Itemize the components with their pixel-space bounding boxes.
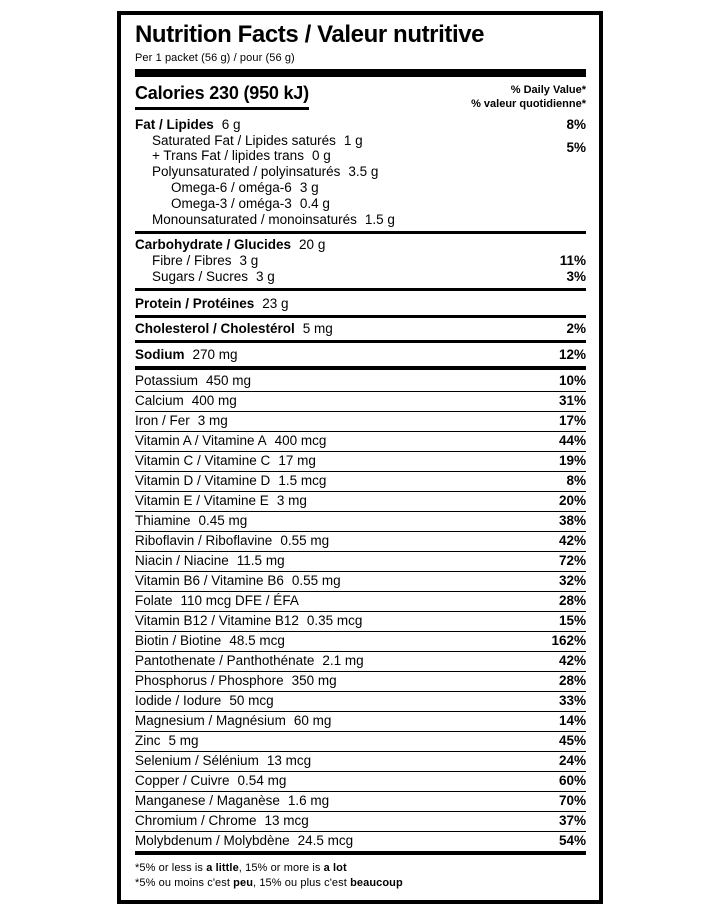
- footnote-en: *5% or less is a little, 15% or more is a lot: [135, 861, 347, 874]
- nutrient-name: Fibre / Fibres 3 g: [152, 253, 259, 269]
- nutrient-row: [135, 211, 586, 234]
- nutrient-amount: 13 mcg: [264, 812, 309, 828]
- nutrient-amount: 1.5 g: [364, 211, 395, 227]
- daily-value-percent: 12%: [558, 346, 586, 362]
- daily-value-header-fr: % valeur quotidienne*: [471, 98, 586, 111]
- daily-value-percent: 8%: [566, 472, 586, 488]
- nutrient-name: Polyunsaturated / polyinsaturés 3.5 g: [152, 163, 379, 179]
- nutrient-name: Folate 110 mcg DFE / ÉFA: [135, 592, 299, 608]
- nutrient-amount: 0.45 mg: [198, 512, 248, 528]
- nutrient-amount: 60 mg: [293, 712, 332, 728]
- nutrient-name: Biotin / Biotine 48.5 mcg: [135, 632, 285, 648]
- nutrient-row: [135, 237, 586, 253]
- nutrient-name: Potassium 450 mg: [135, 372, 252, 388]
- daily-value-percent: 60%: [558, 772, 586, 788]
- nutrient-amount: 2.1 mg: [322, 652, 364, 668]
- daily-value-percent: 32%: [558, 572, 586, 588]
- nutrient-amount: 270 mg: [192, 346, 238, 362]
- nutrient-row: [135, 532, 586, 552]
- nutrient-name: Selenium / Sélénium 13 mcg: [135, 752, 312, 768]
- nutrient-row: [135, 752, 586, 772]
- daily-value-percent: 42%: [558, 532, 586, 548]
- daily-value-percent: 14%: [558, 712, 586, 728]
- nutrient-amount: 24.5 mcg: [297, 832, 354, 848]
- nutrient-name: Monounsaturated / monoinsaturés 1.5 g: [152, 211, 395, 227]
- nutrient-amount: 20 g: [299, 237, 326, 253]
- nutrient-row: [135, 320, 586, 344]
- nutrient-name: Vitamin D / Vitamine D 1.5 mcg: [135, 472, 327, 488]
- nutrient-row: [135, 392, 586, 412]
- daily-value-percent: 37%: [558, 812, 586, 828]
- nutrient-name: Phosphorus / Phosphore 350 mg: [135, 672, 337, 688]
- nutrient-amount: 48.5 mcg: [229, 632, 285, 648]
- nutrient-name: Omega-3 / oméga-3 0.4 g: [171, 195, 330, 211]
- nutrient-row: [135, 632, 586, 652]
- nutrient-row: [135, 792, 586, 812]
- daily-value-percent: 72%: [558, 552, 586, 568]
- nutrient-name: Zinc 5 mg: [135, 732, 199, 748]
- nutrient-amount: 5 mg: [168, 732, 199, 748]
- nutrient-name: Riboflavin / Riboflavine 0.55 mg: [135, 532, 330, 548]
- nutrient-amount: 5 mg: [302, 321, 333, 337]
- nutrient-amount: 0.55 mg: [291, 572, 341, 588]
- daily-value-percent: 31%: [558, 392, 586, 408]
- nutrient-name: Iodide / Iodure 50 mcg: [135, 692, 274, 708]
- nutrient-name: Vitamin E / Vitamine E 3 mg: [135, 492, 307, 508]
- nutrient-amount: 1 g: [343, 132, 363, 148]
- nutrient-name: Vitamin A / Vitamine A 400 mcg: [135, 432, 327, 448]
- nutrient-amount: 3 mg: [197, 412, 228, 428]
- nutrient-row: [135, 294, 586, 318]
- nutrient-row: [135, 253, 586, 269]
- nutrient-amount: 23 g: [262, 295, 289, 311]
- nutrient-amount: 0.55 mg: [280, 532, 330, 548]
- nutrient-row: [135, 472, 586, 492]
- nutrient-name: Omega-6 / oméga-6 3 g: [171, 179, 319, 195]
- nutrient-row: [135, 672, 586, 692]
- nutrient-amount: 1.5 mcg: [278, 472, 327, 488]
- nutrient-amount: 13 mcg: [266, 752, 312, 768]
- nutrient-amount: 3 g: [299, 179, 319, 195]
- daily-value-percent: 28%: [558, 592, 586, 608]
- nutrient-amount: 11.5 mg: [236, 552, 285, 568]
- nutrient-amount: 0 g: [311, 147, 331, 163]
- daily-value-percent: 15%: [558, 612, 586, 628]
- nutrient-amount: 17 mg: [278, 452, 316, 468]
- nutrient-row: [135, 612, 586, 632]
- nutrient-amount: 3 g: [239, 253, 259, 269]
- nutrient-row: [135, 432, 586, 452]
- daily-value-percent: 3%: [566, 269, 586, 285]
- nutrient-row: [135, 412, 586, 432]
- nutrient-row: [135, 732, 586, 752]
- nutrient-amount: 3 g: [256, 269, 275, 285]
- daily-value-percent: 42%: [558, 652, 586, 668]
- nutrient-name: Niacin / Niacine 11.5 mg: [135, 552, 285, 568]
- nutrient-row: [135, 572, 586, 592]
- nutrient-row: [135, 692, 586, 712]
- nutrient-table-rows: [135, 294, 586, 855]
- daily-value-percent: 17%: [558, 412, 586, 428]
- daily-value-percent: 5%: [566, 140, 586, 156]
- daily-value-percent: 38%: [558, 512, 586, 528]
- footnote-fr: *5% ou moins c'est peu, 15% ou plus c'est beaucoup: [135, 877, 403, 890]
- nutrient-row: [135, 832, 586, 855]
- nutrient-name: Calcium 400 mg: [135, 392, 237, 408]
- nutrient-row: [135, 652, 586, 672]
- nutrient-row: [135, 712, 586, 732]
- nutrient-row: [135, 772, 586, 792]
- daily-value-percent: 2%: [566, 321, 586, 337]
- nutrient-row: [135, 269, 586, 292]
- macronutrient-rows: [135, 116, 586, 291]
- nutrient-row: [135, 592, 586, 612]
- daily-value-header-en: % Daily Value*: [510, 83, 586, 96]
- nutrient-amount: 400 mg: [191, 392, 237, 408]
- nutrient-amount: 110 mcg DFE / ÉFA: [180, 592, 299, 608]
- nutrient-amount: 3 mg: [276, 492, 307, 508]
- daily-value-percent: 20%: [558, 492, 586, 508]
- nutrient-name: Manganese / Maganèse 1.6 mg: [135, 792, 330, 808]
- nutrient-row: [135, 195, 586, 211]
- nutrient-row: [135, 552, 586, 572]
- nutrient-name: Pantothenate / Panthothénate 2.1 mg: [135, 652, 364, 668]
- nutrient-amount: 0.35 mcg: [306, 612, 363, 628]
- daily-value-percent: 28%: [558, 672, 586, 688]
- nutrient-row: [135, 116, 586, 132]
- nutrient-name: Cholesterol / Cholestérol 5 mg: [135, 321, 333, 337]
- calories-row: [135, 80, 586, 117]
- nutrient-row: [135, 812, 586, 832]
- nutrient-amount: 50 mcg: [229, 692, 274, 708]
- daily-value-percent: 70%: [558, 792, 586, 808]
- daily-value-percent: 45%: [558, 732, 586, 748]
- nutrient-name: Molybdenum / Molybdène 24.5 mcg: [135, 832, 354, 848]
- nutrient-name: Thiamine 0.45 mg: [135, 512, 248, 528]
- nutrient-name: Carbohydrate / Glucides 20 g: [135, 237, 326, 253]
- nutrient-row: [135, 179, 586, 195]
- nutrient-name: Copper / Cuivre 0.54 mg: [135, 772, 287, 788]
- daily-value-percent: 11%: [559, 253, 586, 269]
- nutrient-name: Sugars / Sucres 3 g: [152, 269, 275, 285]
- nutrient-name: Vitamin B12 / Vitamine B12 0.35 mcg: [135, 612, 363, 628]
- nutrient-amount: 1.6 mg: [287, 792, 330, 808]
- daily-value-percent: 54%: [558, 832, 586, 848]
- nutrient-name: Vitamin B6 / Vitamine B6 0.55 mg: [135, 572, 341, 588]
- nutrient-row: [135, 492, 586, 512]
- nutrient-name: Saturated Fat / Lipides saturés 1 g + Trans Fat / lipides trans 0 g: [152, 132, 363, 163]
- nutrient-name: Chromium / Chrome 13 mcg: [135, 812, 309, 828]
- daily-value-percent: 24%: [558, 752, 586, 768]
- nutrient-row: [135, 372, 586, 392]
- nutrient-amount: 6 g: [221, 116, 241, 132]
- footnotes: [135, 861, 586, 891]
- nutrient-amount: 450 mg: [206, 372, 252, 388]
- daily-value-percent: 19%: [558, 452, 586, 468]
- nutrient-row: [135, 132, 586, 163]
- nutrient-name: Fat / Lipides 6 g: [135, 116, 241, 132]
- nutrient-amount: 0.4 g: [299, 195, 330, 211]
- nutrient-name: Sodium 270 mg: [135, 346, 238, 362]
- serving-size: Per 1 packet (56 g) / pour (56 g): [135, 51, 295, 64]
- thick-divider-bar: [135, 69, 586, 77]
- nutrient-row: [135, 512, 586, 532]
- nutrient-amount: 350 mg: [291, 672, 337, 688]
- nutrient-row: [135, 345, 586, 370]
- nutrition-facts-label: [117, 11, 603, 904]
- nutrient-name: Vitamin C / Vitamine C 17 mg: [135, 452, 316, 468]
- nutrient-name: Protein / Protéines 23 g: [135, 295, 289, 311]
- nutrient-row: [135, 163, 586, 179]
- daily-value-header: [471, 83, 586, 112]
- daily-value-percent: 10%: [558, 372, 586, 388]
- nutrient-row: [135, 452, 586, 472]
- daily-value-percent: 162%: [551, 632, 586, 648]
- calories-value: Calories 230 (950 kJ): [135, 83, 309, 110]
- nutrient-name: Magnesium / Magnésium 60 mg: [135, 712, 332, 728]
- nutrient-amount: 0.54 mg: [237, 772, 287, 788]
- daily-value-percent: 8%: [566, 116, 586, 132]
- nutrient-name: Iron / Fer 3 mg: [135, 412, 228, 428]
- daily-value-percent: 33%: [558, 692, 586, 708]
- nutrient-amount: 400 mcg: [274, 432, 327, 448]
- daily-value-percent: 44%: [558, 432, 586, 448]
- label-title: Nutrition Facts / Valeur nutritive: [135, 21, 485, 48]
- nutrient-amount: 3.5 g: [348, 163, 379, 179]
